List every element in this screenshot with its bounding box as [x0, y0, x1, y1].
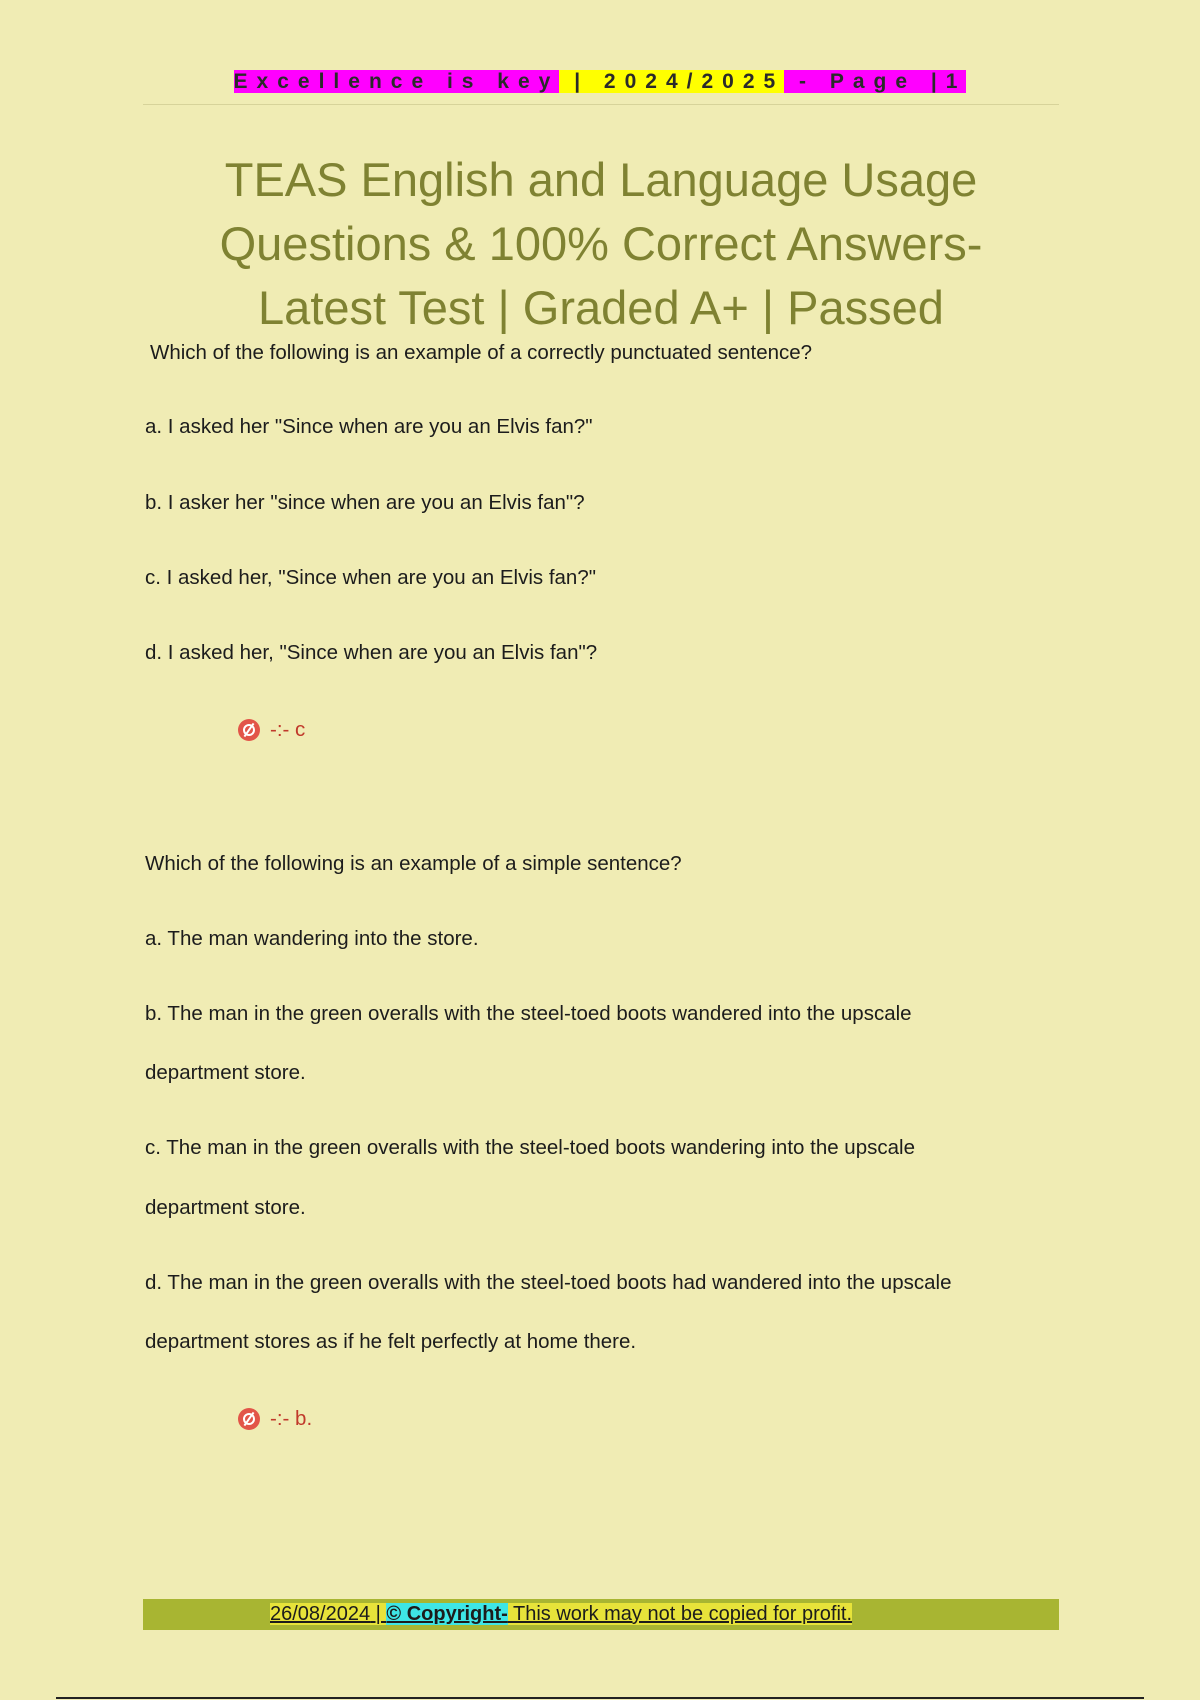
title-line-2: Questions & 100% Correct Answers- [219, 217, 983, 270]
question-2-answer [238, 1407, 312, 1431]
document-title [143, 148, 1059, 340]
footer-separator: | [370, 1603, 387, 1625]
header-page-number: - Page |1 [784, 70, 967, 93]
question-2-answer-text: -:- b. [270, 1407, 313, 1430]
header-separator: | [559, 70, 604, 93]
header-year: 2024/2025 [603, 70, 785, 93]
question-2-option-b-line-1: b. The man in the green overalls with the steel-toed boots wandered into the upscale [145, 1002, 912, 1025]
question-2-option-d-line-2: department stores as if he felt perfectly at home there. [145, 1330, 637, 1353]
answer-marker-icon [238, 1408, 260, 1430]
question-2-option-c-line-1: c. The man in the green overalls with the steel-toed boots wandering into the upscale [145, 1136, 915, 1159]
question-1-text: Which of the following is an example of a correctly punctuated sentence? [150, 341, 813, 364]
question-2-option-b-line-2: department store. [145, 1061, 306, 1084]
question-1-answer-text: -:- c [270, 718, 306, 741]
footer-note: This work may not be copied for profit. [507, 1603, 853, 1625]
question-2-text: Which of the following is an example of a simple sentence? [145, 852, 682, 875]
answer-marker-icon [238, 719, 260, 741]
question-1-option-a: a. I asked her "Since when are you an Elvis fan?" [145, 415, 593, 438]
question-1-answer [238, 718, 305, 742]
header-tagline: Excellence is key [233, 70, 560, 93]
question-2-option-a: a. The man wandering into the store. [145, 927, 479, 950]
page-footer [270, 1600, 852, 1628]
question-1-option-d: d. I asked her, "Since when are you an Elvis fan"? [145, 641, 598, 664]
title-line-1: TEAS English and Language Usage [224, 153, 978, 206]
footer-date: 26/08/2024 [270, 1603, 371, 1625]
question-2-option-c-line-2: department store. [145, 1196, 306, 1219]
header-divider [143, 104, 1059, 105]
title-line-3: Latest Test | Graded A+ | Passed [258, 281, 944, 334]
page-bottom-divider [56, 1697, 1144, 1699]
footer-copyright: © Copyright- [386, 1603, 508, 1625]
question-1-option-b: b. I asker her "since when are you an Elvis fan"? [145, 491, 585, 514]
question-2-option-d-line-1: d. The man in the green overalls with the steel-toed boots had wandered into the upscale [145, 1271, 952, 1294]
question-1-option-c: c. I asked her, "Since when are you an Elvis fan?" [145, 566, 596, 589]
page-header [0, 70, 1200, 94]
